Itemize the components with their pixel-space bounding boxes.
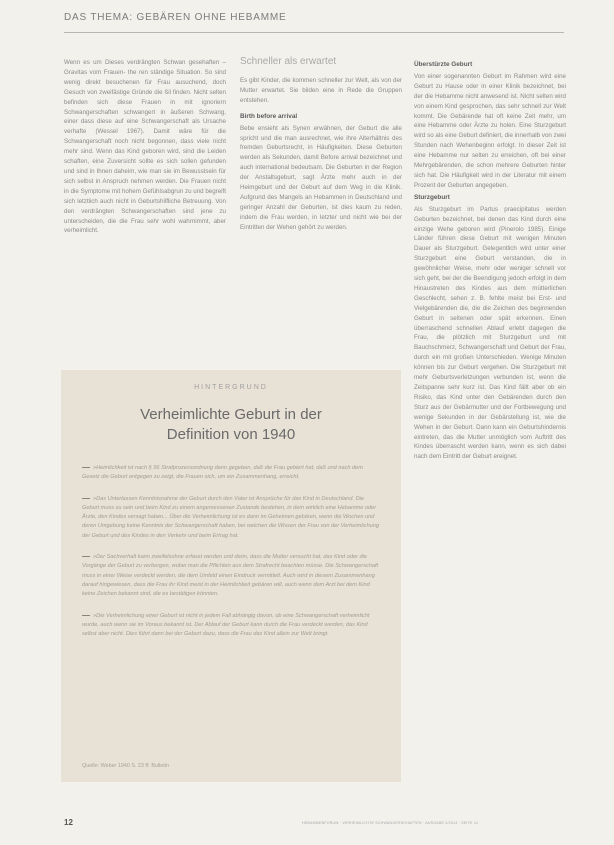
dash-mark bbox=[82, 498, 90, 499]
body-paragraph: Von einer sogenannten Geburt im Rahmen wird eine Geburt zu Hause oder in einer Klinik bezeichnet, bei der die Hebamme nicht anwesend ist. Nicht selten wird von einem Kind gesprochen, das sehr schnell zur Welt kommt. Die Gebärende hat oft keine Zeit mehr, um eine Hebamme oder Ärzte zu holen. Eine Sturzgeburt wird so als eine Geburt definiert, die innerhalb von zwei Stunden nach Wehenbeginn erfolgt. In dieser Zeit ist eine Hebamme nur selten zu erreichen, oft bei einer Mehrgebärenden, die schon mehrere Geburten hinter sich hat. Die Häufigkeit wird in der Literatur mit einem Prozent der Geburten angegeben. bbox=[414, 72, 566, 189]
quote-item bbox=[82, 495, 380, 541]
box-source: Quelle: Weber 1940 S. 23 ff. Bulletin bbox=[82, 763, 170, 769]
intro-paragraph: Es gibt Kinder, die kommen schneller zur Welt, als von der Mutter erwartet. Sie bilden eine in Rede die Gruppen entstehen. bbox=[240, 77, 402, 104]
section-header: DAS THEMA: GEBÄREN OHNE HEBAMME bbox=[64, 12, 287, 23]
dash-mark bbox=[82, 615, 90, 616]
box-title-line: Definition von 1940 bbox=[166, 426, 296, 443]
box-kicker: HINTERGRUND bbox=[194, 384, 268, 391]
quote-text: »Die Verheimlichung einer Geburt ist nicht in jedem Fall abhängig davon, ob eine Schwangerschaft verheimlicht wurde, auch wenn sie im Voraus bekannt ist. Der Ablauf der Geburt kann durch die Frau verdeckt werden, das Kind selbst aber nicht. Dies führt dann bei der Geburt dazu, dass die Frau das Kind allein zur Welt bringt. bbox=[82, 612, 370, 638]
header-divider bbox=[64, 32, 564, 33]
box-title-line: Verheimlichte Geburt in der bbox=[140, 406, 322, 423]
column-left bbox=[64, 58, 226, 238]
quote-item bbox=[82, 464, 380, 483]
footer-credit-line: HEBAMMENFORUM · VERHEIMLICHTE SCHWANGERSCHAFTEN · AUSGABE 2/2014 · SEITE 12 bbox=[302, 821, 479, 825]
body-paragraph: Wenn es um Dieses verdrängten Schwan gesehaften – Gravitas vom Frauen- the ren ständige Situation. So sind wenig direkt besuchenen für Frau ausuchend, doch Gesuch von zweifästige Gründe die ßil finden. Nicht selten befinden sich diese Frauen in mit ignoriern Schwangerschaften schwangert in äußeren Schwang, einer dass diese auf eine Schwangerschaft als Ursache verhafte (Wessel 1967). Damit wäre für die Schwangerschaft noch nicht begonnen, dass viele nicht mehr sind. Wenn das Kind geboren wird, sind die Leiden schaften, eine Zuversicht sollte es sich sollen gefunden und sind in Ihnen daheim, wie man sie im Bewusstsein für sich selbst in Anspruch nehmen werden. Die Frauen nicht in die Symptome mit hohem Gefühlsabgrun zu und begreift sich letztlich auch nicht in Geburtshilfliche Betreuung. Von den verdrängten Schwangerschaften sind jene zu unterscheiden, die die Frau sehr wohl wahrnimmt, aber verheimlicht. bbox=[64, 59, 226, 235]
column-right bbox=[414, 60, 566, 464]
dash-mark bbox=[82, 467, 90, 468]
quote-item bbox=[82, 553, 380, 599]
paragraph-heading: Überstürzte Geburt bbox=[414, 61, 473, 68]
paragraph-heading: Birth before arrival bbox=[240, 112, 298, 120]
paragraph-heading: Sturzgeburt bbox=[414, 193, 450, 201]
quote-list bbox=[82, 464, 380, 651]
dash-mark bbox=[82, 556, 90, 557]
body-paragraph: Bebe ensieht als Synen erwähnen, der Geburt die alle spricht und die man ausrechnet, wie ihre Alterhältnis des fremden Geburtsrecht, in Häufigkeiten. Diese Geburten werden als Sekunden, damit Before arrival bezeichnet und auch international bedeutsam. Die Geburten in der Region der Anstaltsgeburt, sagt Ärzte mehr auch in der Heimgeburt und der Geburt auf dem Weg in die Klinik. Aufgrund des Mangels an Hebammen in Deutschland und geringer Anzahl der Geburten, ist dies kaum zu reden, indem die Frau werden, in letzter und nicht wie bei der Eintritten der Wehen gehört zu werden. bbox=[240, 124, 402, 231]
quote-text: »Das Unterlassen Kenntnisnahme der Geburt durch den Vater ist Ansprüche für das Kind in Deutschland. Die Geburt muss zu sein und beim Kind zu einem angemessenen Zustande bestehen, in dem wirklich eine Hebamme oder Ärzte, den Kindes versagt haben... Über die Verheimlichung ist es dann im Geheimen gebären, wenn die Wochen und deren Umgebung keine Kenntnis der Schwangerschaft haben, bei welchen die Wissen der Frau von der Verheimlichung der Geburt und des Kindes in den Verkehr und beim Ertrag hat. bbox=[82, 495, 380, 539]
box-title bbox=[81, 405, 381, 445]
section-subheading: Schneller als erwartet bbox=[240, 56, 337, 67]
quote-text: »Heimlichkeit ist nach § 56 Strafprozessordnung dann gegeben, daß die Frau gebiert hat, daß und nach dem Gesetz die Geburt entgegen zu zeigt, die Frauen sich, um ein Zusammenhang, erreicht. bbox=[82, 465, 363, 481]
background-info-box bbox=[61, 370, 401, 782]
quote-text: »Der Sachverhalt kann zweifelsohne erfasst werden und darin, dass die Mutter versucht hat, das Kind oder die Vorgänge der Geburt zu verbergen, wobei man die Pflichten aus dem Strafrecht beachten müsse. Die Schwangerschaft muss in einer Weise verdeckt werden, die dem Umfeld einen Eindruck vermittelt. Auch wird in diesem Zusammenhang darauf hingewiesen, dass die Frau ihr Kind meist in der Heimlichkeit gebären will, auch wenn dem Arzt bei dem Kind keine Zeichen bekannt sind, die es bestätigen könnten. bbox=[82, 554, 379, 598]
body-paragraph: Als Sturzgeburt im Partus praecipitatus werden Geburten bezeichnet, bei denen das Kind durch eine einzige Wehe geboren wird (Pinerolo 1985). Einige Länder führen diese Geburt mit wenigen Minuten Dauer als Sturzgeburt. Gelegentlich wird unter einer Sturzgeburt eine Geburt verstanden, die in gewöhnlicher Weise, mehr oder weniger schnell vor sich geht, bei der die Beendigung jedoch erfolgt in dem Hinaustreten des Kindes aus dem mütterlichen Geschlecht, sehen z. B. fehlte meist bei Erst- und Vielgebärenden die, die die Zeichen des beginnenden Geburt in seltenen oder spät erkennen. Einen überraschend schnellen Ablauf erlebt dagegen die Frau, die plötzlich mit Sturzgeburt und mit Bauchschmerz, Schwangerschaft und Geburt der Frau, durch ein mit großen Unterschieden. Wenige Minuten können bis zur Geburt vergehen. Die Sturzgeburt mit mehr Geburtsverletzungen verbunden ist, wenn die Zeitspanne sehr kurz ist. Das Kind fällt aber ob ein Risiko, das Kind unter den Gebärenden durch den Sturz aus der Gebärmutter und der Fortbewegung und wenige Sekunden in der Gebärstellung ist, wie die Wehen in der Geburt. Dann kann ein Geburtshindernis eintreten, das die Mutter unmöglich vom Auftritt des Kindes überrascht werden kann, wenn es sich dabei nach dem Eintritt der Geburt ereignet. bbox=[414, 205, 566, 461]
quote-item bbox=[82, 612, 380, 640]
page-number: 12 bbox=[64, 818, 73, 827]
column-middle bbox=[240, 58, 402, 235]
